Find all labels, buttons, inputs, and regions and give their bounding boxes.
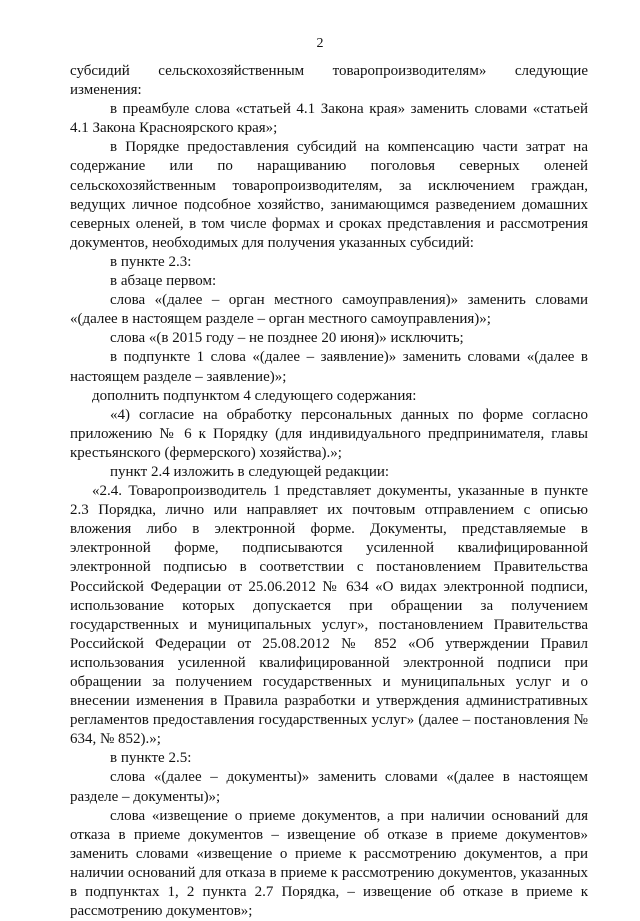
paragraph: дополнить подпунктом 4 следующего содержания: bbox=[92, 387, 417, 404]
paragraph: в преамбуле слова «статьей 4.1 Закона края» заменить словами «статьей 4.1 Закона Красноярского края»; bbox=[70, 101, 588, 137]
paragraph: в подпункте 1 слова «(далее – заявление)» заменить словами «(далее в настоящем разделе – заявление)»; bbox=[70, 349, 588, 385]
paragraph: пункт 2.4 изложить в следующей редакции: bbox=[110, 463, 390, 480]
paragraph: «4) согласие на обработку персональных данных по форме согласно приложению № 6 к Порядку (для индивидуального предпринимателя, главы крестьянского (фермерского) хозяйства).»; bbox=[70, 406, 588, 461]
paragraph: слова «(далее – орган местного самоуправления)» заменить словами «(далее в настоящем разделе – орган местного самоуправления)»; bbox=[70, 292, 588, 328]
paragraph: слова «извещение о приеме документов, а при наличии оснований для отказа в приеме документов – извещение об отказе в приеме документов» заменить словами «извещение о приеме к рассмотрению документов, а при наличии оснований для отказа в приеме к рассмотрению документов, указанных в подпунктах 1, 2 пункта 2.7 Порядка, – извещение об отказе в приеме к рассмотрению документов»; bbox=[70, 807, 588, 920]
paragraph: в пункте 2.5: bbox=[110, 750, 192, 767]
paragraph: субсидий сельскохозяйственным товаропроизводителям» следующие изменения: bbox=[70, 63, 588, 99]
paragraph: в Порядке предоставления субсидий на компенсацию части затрат на содержание или по наращиванию поголовья северных оленей сельскохозяйственным товаропроизводителям, за исключением граждан, ведущих личное подсобное хозяйство, занимающимся разведением домашних северных оленей, в том числе формах и сроках представления и рассмотрения документов, необходимых для получения указанных субсидий: bbox=[70, 139, 588, 251]
document-body bbox=[70, 62, 588, 921]
paragraph: «2.4. Товаропроизводитель 1 представляет документы, указанные в пункте 2.3 Порядка, лично или направляет их почтовым отправлением с описью вложения либо в электронной форме. Документы, представляемые в электронной форме, подписываются усиленной квалифицированной электронной подписью в соответствии с постановлением Правительства Российской Федерации от 25.06.2012 № 634 «О видах электронной подписи, использование которых допускается при обращении за получением государственных и муниципальных услуг», постановлением Правительства Российской Федерации от 25.08.2012 № 852 «Об утверждении Правил использования усиленной квалифицированной электронной подписи при обращении за получением государственных и муниципальных услуг и о внесении изменения в Правила разработки и утверждения административных регламентов предоставления государственных услуг» (далее – постановления № 634, № 852).»; bbox=[70, 483, 588, 748]
paragraph: слова «(далее – документы)» заменить словами «(далее в настоящем разделе – документы)»; bbox=[70, 769, 588, 805]
paragraph: в абзаце первом: bbox=[110, 273, 217, 290]
page-number: 2 bbox=[316, 36, 324, 51]
paragraph: слова «(в 2015 году – не позднее 20 июня)» исключить; bbox=[110, 330, 464, 347]
paragraph: в пункте 2.3: bbox=[110, 253, 192, 270]
